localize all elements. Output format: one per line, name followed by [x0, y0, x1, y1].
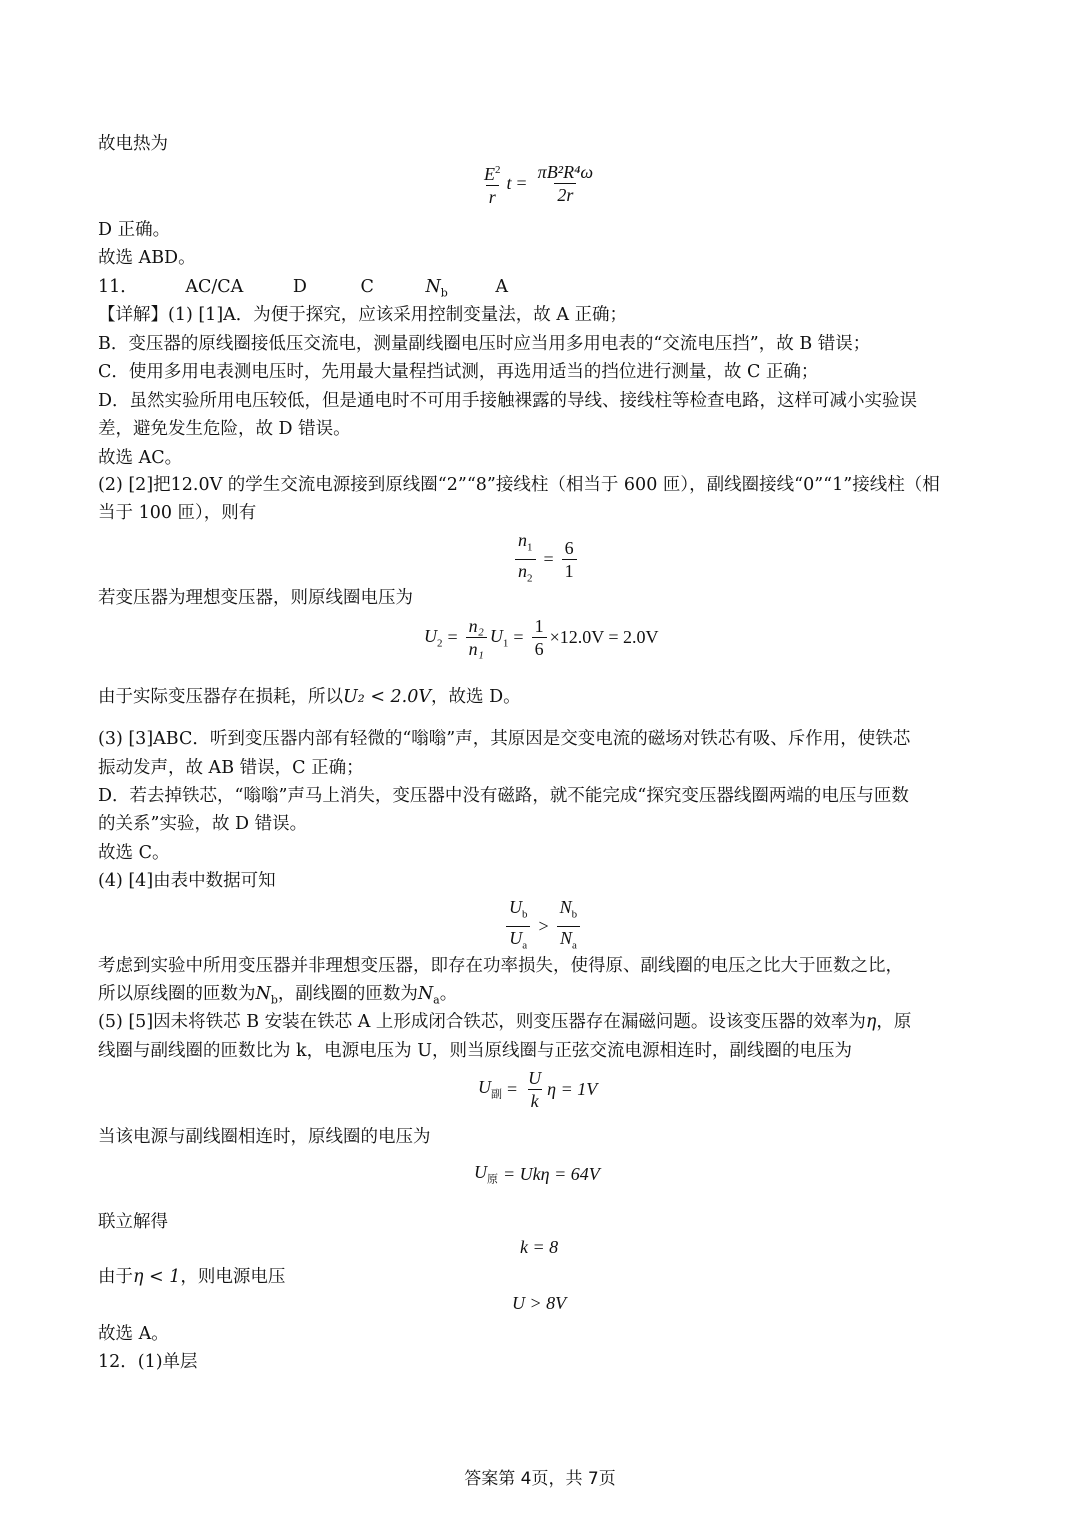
- fraction: $\frac{U_b}{U_a}$: [506, 897, 531, 955]
- text-line: 故选 C。: [98, 843, 170, 863]
- fraction: $\frac{U}{k}$: [528, 1068, 542, 1111]
- text-line: 差，避免发生危险，故 D 错误。: [98, 419, 351, 439]
- fraction: $\frac{6}{1}$: [562, 538, 577, 581]
- question-11-answers: 11． AC/CA D C $N_b$ A: [98, 277, 509, 300]
- text-line: B．变压器的原线圈接低压交流电，测量副线圈电压时应当用多用电表的“交流电压挡”，故 B 错误；: [98, 334, 871, 354]
- text-line: 振动发声，故 AB 错误，C 正确；: [98, 758, 364, 778]
- text-line: 的关系”实验，故 D 错误。: [98, 814, 308, 834]
- text-line: (5) [5]因未将铁芯 B 安装在铁芯 A 上形成闭合铁芯，则变压器存在漏磁问题。设该变压器的效率为η，原: [98, 1012, 912, 1032]
- text-line: 由于η < 1，则电源电压: [98, 1267, 286, 1287]
- fraction: $\frac{1}{6}$: [532, 616, 547, 659]
- text-line: 故选 AC。: [98, 448, 183, 468]
- equation-joule-heat: $\frac{E^2}{r}$ t = $\frac{\text{πB²R⁴ω}}{2r}$: [478, 160, 599, 207]
- text-line: 当该电源与副线圈相连时，原线圈的电压为: [98, 1127, 431, 1147]
- text-line: C．使用多用电表测电压时，先用最大量程挡试测，再选用适当的挡位进行测量，故 C 正确；: [98, 362, 819, 382]
- text-line: 故选 A。: [98, 1324, 169, 1344]
- text-line: D．若去掉铁芯，“嗡嗡”声马上消失，变压器中没有磁路，就不能完成“探究变压器线圈两端的电压与匝数: [98, 786, 909, 806]
- fraction: $\frac{n_1}{n_2}$: [515, 530, 536, 588]
- text-line: 故电热为: [98, 134, 168, 154]
- text-line: 若变压器为理想变压器，则原线圈电压为: [98, 588, 413, 608]
- text-line: (3) [3]ABC．听到变压器内部有轻微的“嗡嗡”声，其原因是交变电流的磁场对铁芯有吸、斥作用，使铁芯: [98, 729, 911, 749]
- text-line: 12．(1)单层: [98, 1352, 198, 1372]
- text-line: 考虑到实验中所用变压器并非理想变压器，即存在功率损失，使得原、副线圈的电压之比大于匝数之比，: [98, 956, 903, 976]
- text-line: D．虽然实验所用电压较低，但是通电时不可用手接触裸露的导线、接线柱等检查电路，这样可减小实验误: [98, 391, 918, 411]
- text-line: 当于 100 匝），则有: [98, 503, 257, 523]
- fraction: $\frac{N_b}{N_a}$: [557, 897, 581, 955]
- text-line: (4) [4]由表中数据可知: [98, 871, 276, 891]
- fraction: $\frac{\text{n₂}}{\text{n₁}}$: [466, 616, 487, 659]
- equation-secondary-output: $U_副$ = $\frac{U}{k}$ η = 1V: [478, 1068, 598, 1111]
- text-line: 故选 ABD。: [98, 248, 196, 268]
- equation-voltage-vs-turns: $\frac{U_b}{U_a}$ > $\frac{N_b}{N_a}$: [503, 897, 583, 955]
- equation-secondary-voltage: $U_2$ = $\frac{\text{n₂}}{\text{n₁}}$ $U_1$ = $\frac{1}{6}$ ×12.0V = 2.0V: [424, 616, 659, 659]
- text-line: 所以原线圈的匝数为$N_b$，副线圈的匝数为$N_a$。: [98, 984, 458, 1007]
- equation-primary-output: $U_原$ = Ukη = 64V: [474, 1162, 600, 1186]
- text-line: 由于实际变压器存在损耗，所以U₂ < 2.0V，故选 D。: [98, 687, 521, 707]
- text-line: (2) [2]把12.0V 的学生交流电源接到原线圈“2”“8”接线柱（相当于 600 匝），副线圈接线“0”“1”接线柱（相: [98, 475, 940, 495]
- text-line: 联立解得: [98, 1212, 168, 1232]
- text-line: D 正确。: [98, 220, 171, 240]
- text-line: 线圈与副线圈的匝数比为 k，电源电压为 U，则当原线圈与正弦交流电源相连时，副线圈的电压为: [98, 1041, 852, 1061]
- fraction: $\frac{E^2}{r}$: [484, 164, 501, 207]
- fraction: $\frac{\text{πB²R⁴ω}}{2r}$: [537, 162, 594, 205]
- page-footer: 答案第 4页，共 7页: [464, 1469, 616, 1489]
- equation-turns-ratio: $\frac{n_1}{n_2}$ = $\frac{6}{1}$: [512, 530, 580, 588]
- equation-k-result: k = 8: [520, 1237, 559, 1257]
- equation-u-result: U > 8V: [512, 1293, 567, 1313]
- text-line: 【详解】(1) [1]A．为便于探究，应该采用控制变量法，故 A 正确；: [98, 305, 628, 325]
